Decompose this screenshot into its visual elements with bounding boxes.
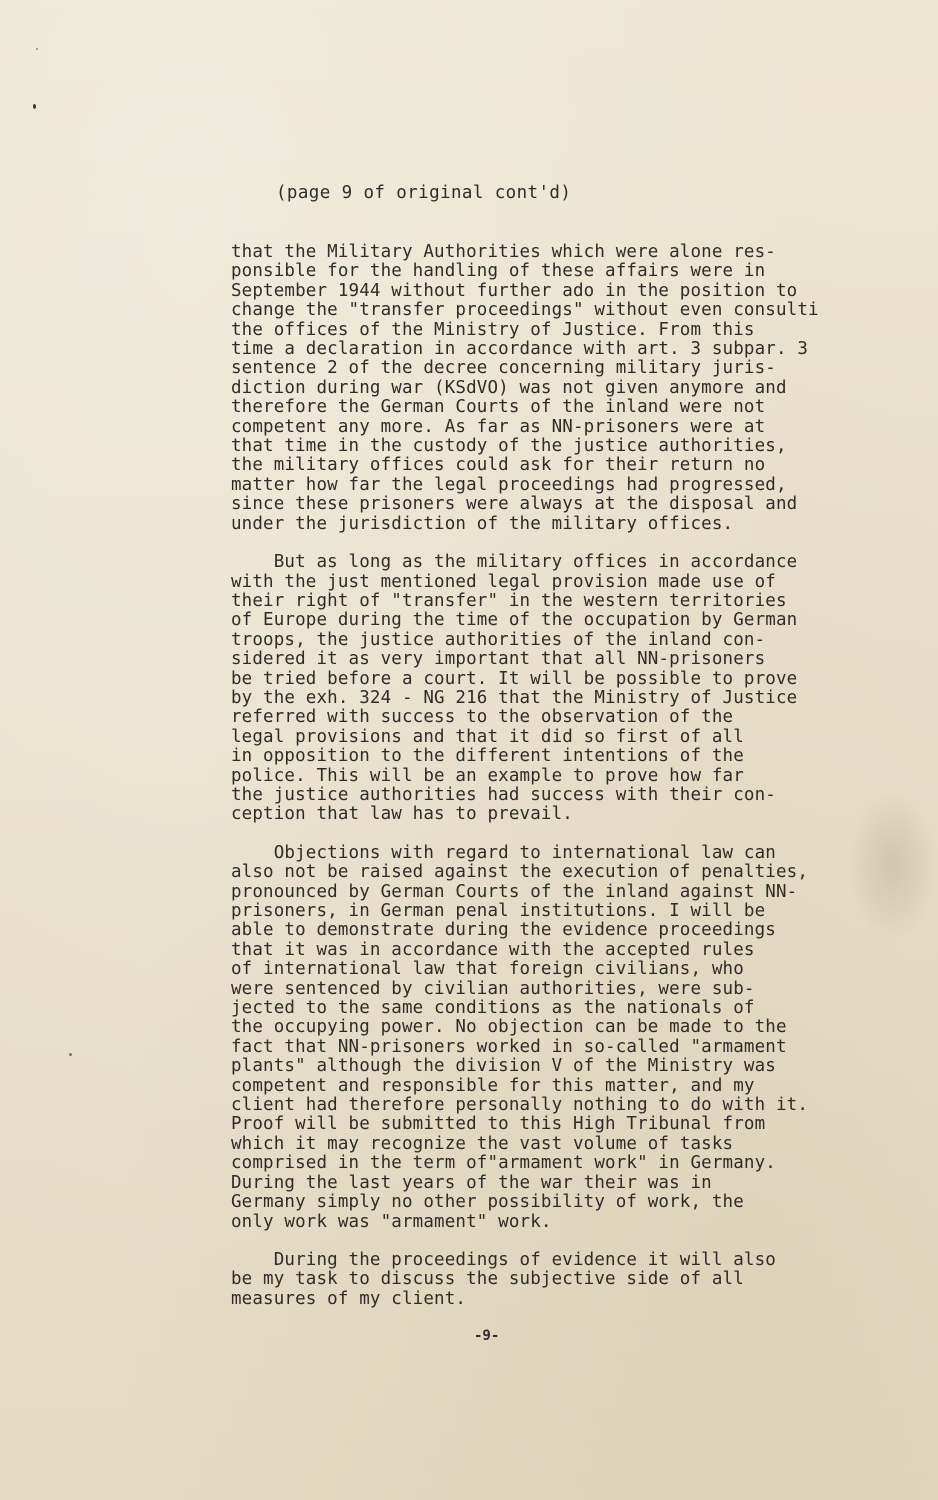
text-line: competent any more. As far as NN-prisoners were at (231, 416, 766, 437)
ink-speck (33, 104, 36, 109)
text-line: of international law that foreign civilians, who (231, 959, 744, 980)
text-line: be my task to discuss the subjective side of all (231, 1269, 744, 1290)
paragraph (231, 1251, 911, 1309)
text-line: police. This will be an example to prove how far (231, 765, 744, 786)
text-line: were sentenced by civilian authorities, were sub- (231, 978, 755, 999)
text-line: only work was "armament" work. (231, 1211, 552, 1232)
text-line: During the proceedings of evidence it will also (231, 1249, 776, 1270)
text-line: September 1944 without further ado in the position to (231, 280, 798, 301)
text-line: competent and responsible for this matter, and my (231, 1075, 755, 1096)
continuation-heading: (page 9 of original cont'd) (276, 183, 572, 203)
text-line: troops, the justice authorities of the inland con- (231, 629, 766, 650)
text-line: since these prisoners were always at the disposal and (231, 494, 798, 515)
text-line: by the exh. 324 - NG 216 that the Ministry of Justice (231, 687, 798, 708)
text-line: prisoners, in German penal institutions. I will be (231, 901, 766, 921)
text-line: in opposition to the different intentions of the (231, 746, 744, 767)
text-line: of Europe during the time of the occupation by German (231, 610, 798, 631)
text-line: also not be raised against the execution of penalties, (231, 862, 809, 883)
text-line: the justice authorities had success with their con- (231, 784, 776, 805)
paragraph (231, 553, 911, 825)
ink-speck (69, 1053, 72, 1056)
text-line: with the just mentioned legal provision made use of (231, 571, 776, 592)
text-line: matter how far the legal proceedings had progressed, (231, 474, 787, 495)
page-number: -9- (474, 1328, 500, 1344)
text-line: diction during war (KSdVO) was not given anymore and (231, 377, 787, 398)
text-line: the occupying power. No objection can be made to the (231, 1017, 787, 1038)
text-line: Germany simply no other possibility of work, the (231, 1192, 744, 1213)
text-line: comprised in the term of"armament work" in Germany. (231, 1153, 776, 1174)
text-line: time a declaration in accordance with art. 3 subpar. 3 (231, 339, 809, 360)
text-line: client had therefore personally nothing to do with it. (231, 1095, 809, 1116)
text-line: change the "transfer proceedings" without even consulti (231, 300, 819, 321)
text-line: therefore the German Courts of the inland were not (231, 397, 766, 418)
ink-speck (36, 48, 38, 50)
text-line: referred with success to the observation of the (231, 707, 734, 728)
text-line: fact that NN-prisoners worked in so-called "armament (231, 1036, 787, 1057)
text-line: Objections with regard to international law can (231, 842, 776, 863)
text-line: able to demonstrate during the evidence proceedings (231, 920, 776, 941)
text-line: ponsible for the handling of these affairs were in (231, 261, 766, 282)
document-body (231, 243, 911, 1328)
text-line: which it may recognize the vast volume of tasks (231, 1133, 734, 1154)
text-line: But as long as the military offices in accordance (231, 552, 798, 573)
text-line: be tried before a court. It will be possible to prove (231, 668, 798, 689)
text-line: plants" although the division V of the Ministry was (231, 1056, 776, 1077)
paragraph (231, 243, 911, 534)
text-line: the military offices could ask for their return no (231, 455, 766, 476)
text-line: sidered it as very important that all NN-prisoners (231, 649, 766, 670)
text-line: under the jurisdiction of the military offices. (231, 513, 734, 534)
text-line: that time in the custody of the justice authorities, (231, 436, 787, 457)
text-line: During the last years of the war their was in (231, 1172, 712, 1193)
text-line: that it was in accordance with the accepted rules (231, 939, 755, 960)
text-line: legal provisions and that it did so first of all (231, 726, 744, 747)
text-line: that the Military Authorities which were alone res- (231, 242, 776, 262)
text-line: their right of "transfer" in the western territories (231, 590, 787, 611)
text-line: Proof will be submitted to this High Tribunal from (231, 1114, 766, 1135)
text-line: the offices of the Ministry of Justice. From this (231, 319, 755, 340)
text-line: ception that law has to prevail. (231, 804, 573, 825)
text-line: jected to the same conditions as the nationals of (231, 998, 755, 1019)
text-line: sentence 2 of the decree concerning military juris- (231, 358, 776, 379)
paragraph (231, 844, 911, 1232)
text-line: measures of my client. (231, 1288, 467, 1309)
text-line: pronounced by German Courts of the inland against NN- (231, 881, 798, 902)
